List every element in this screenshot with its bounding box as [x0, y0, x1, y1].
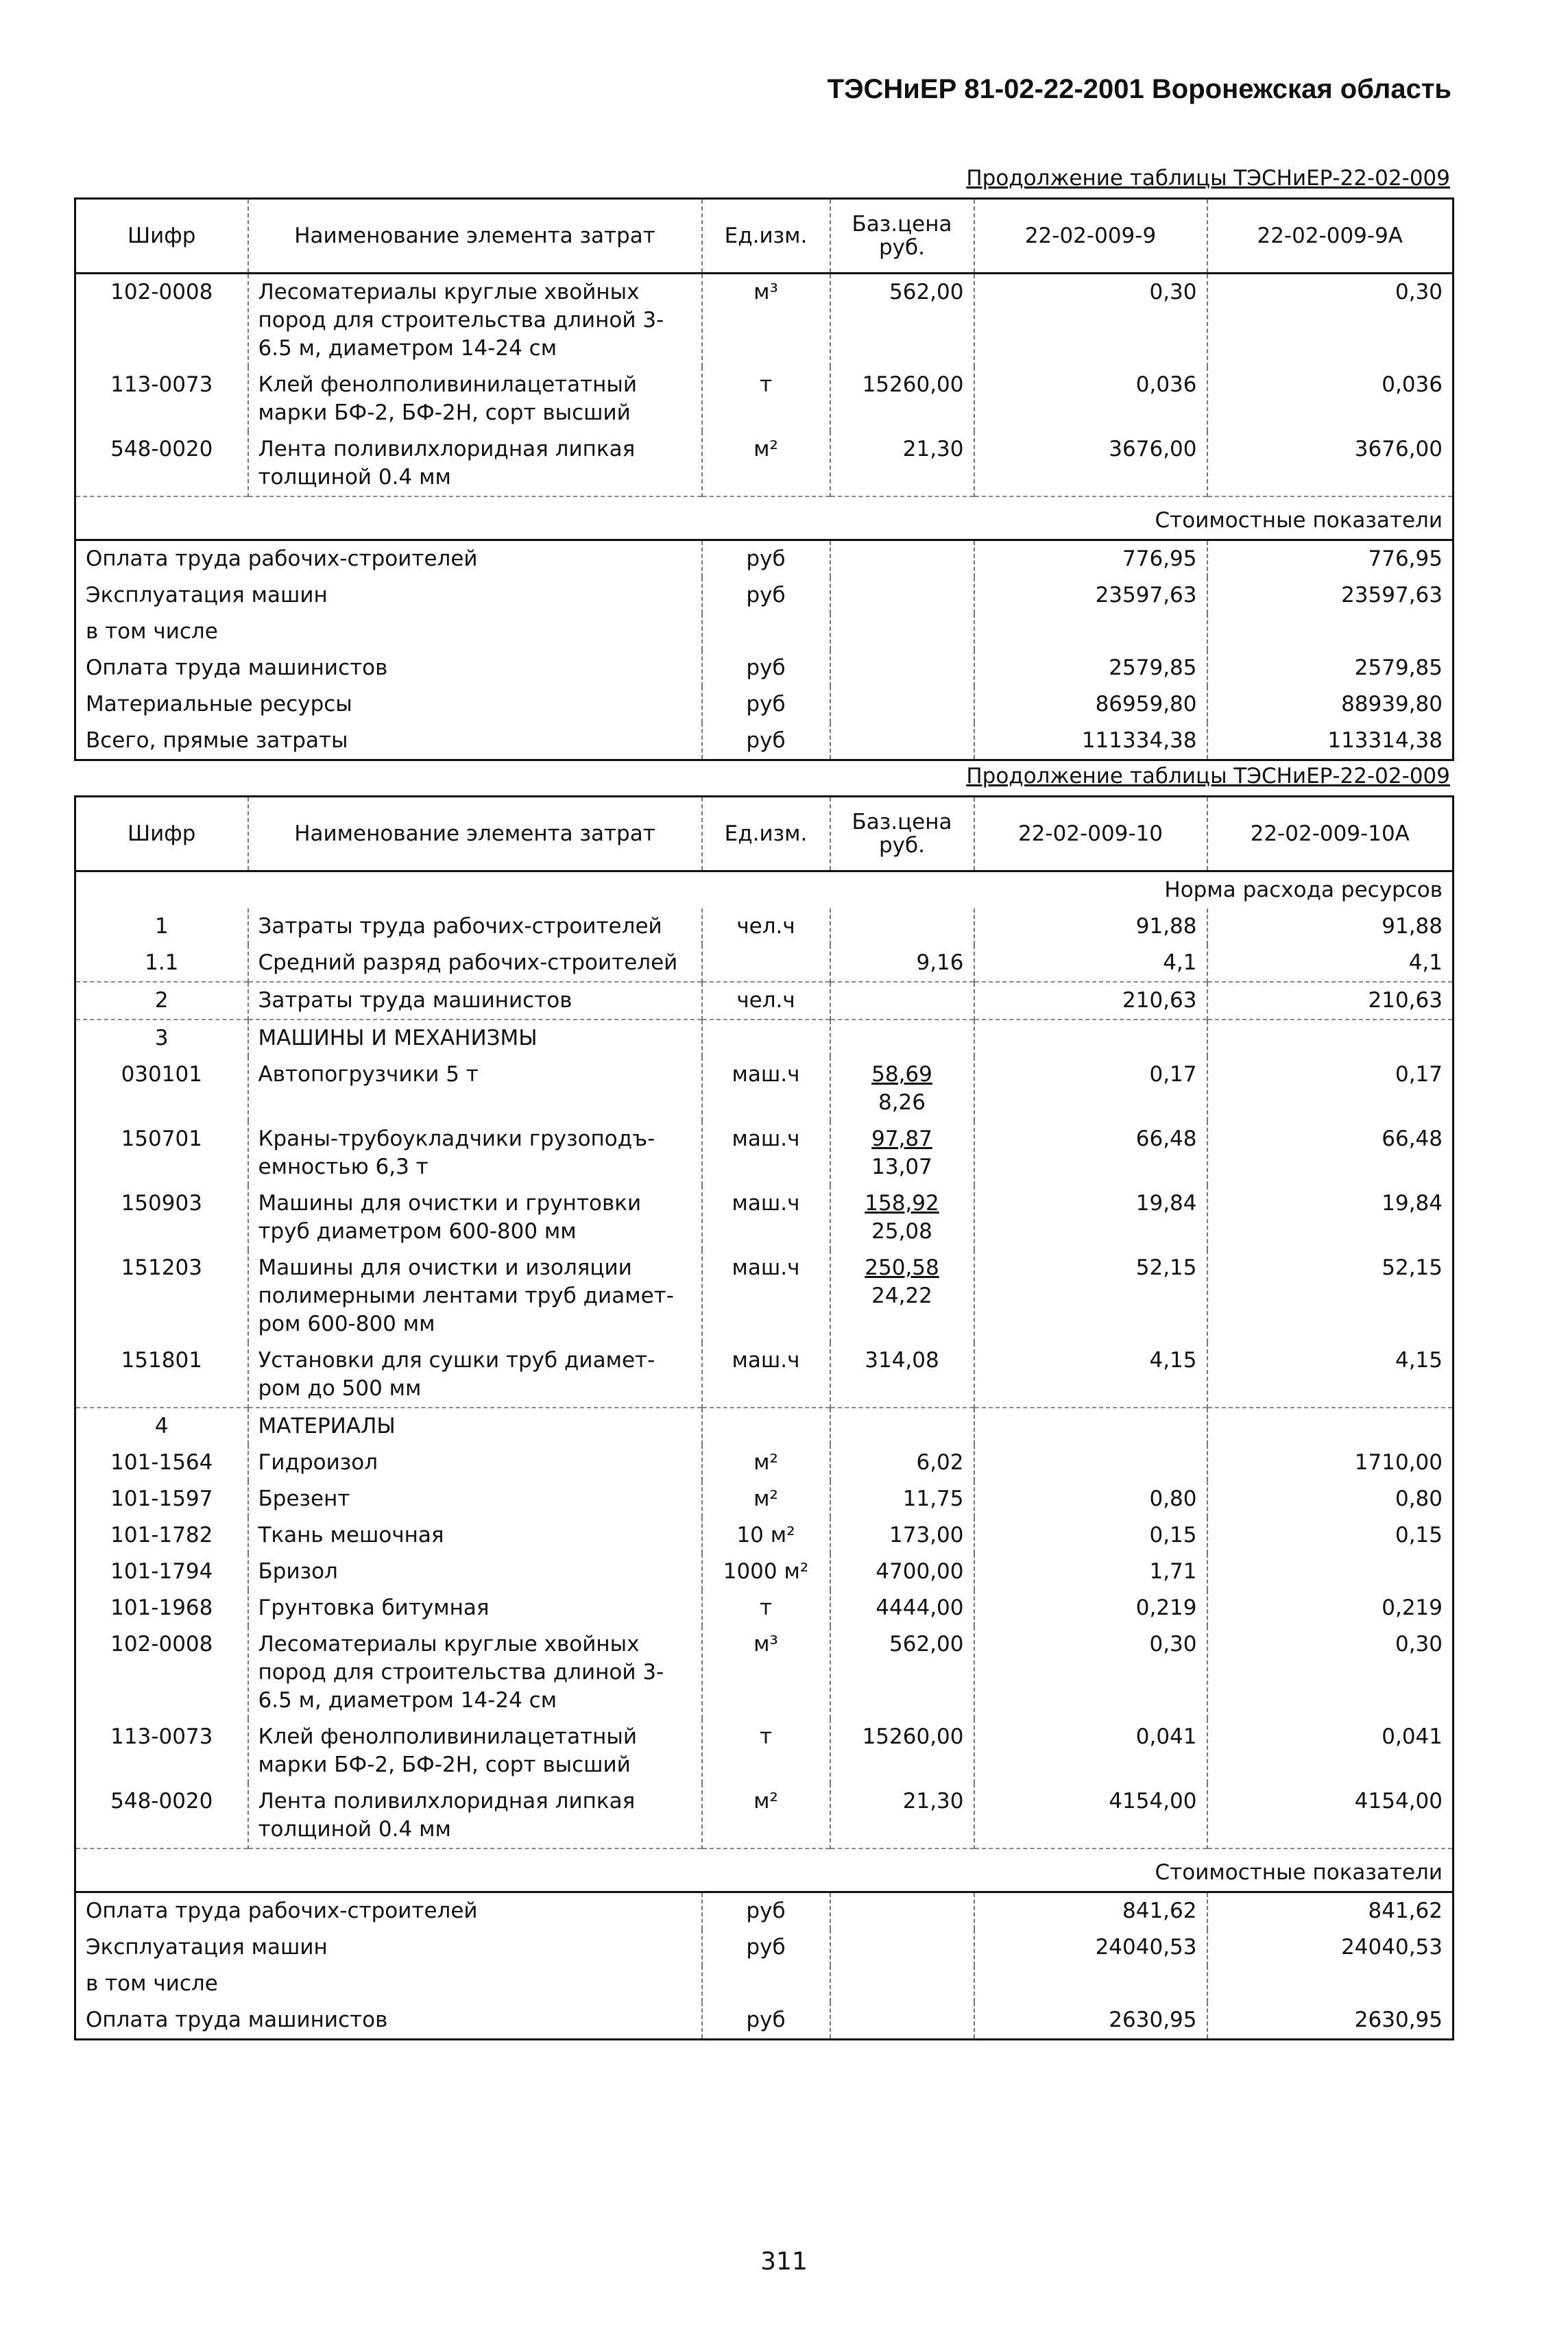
cell-norm-a: 19,84 — [974, 1185, 1207, 1250]
cell-base-price: 4444,00 — [830, 1590, 974, 1626]
resource-table-2 — [74, 795, 1454, 2040]
cost-value-a: 776,95 — [974, 540, 1207, 578]
cell-base-price — [830, 982, 974, 1020]
cell-blank — [1207, 1408, 1454, 1445]
cell-blank — [830, 540, 974, 578]
document-header-title: ТЭСНиЕР 81-02-22-2001 Воронежская область — [827, 74, 1451, 104]
cell-norm-b: 0,80 — [1207, 1481, 1454, 1517]
base-price-value: 58,69 — [871, 1062, 932, 1087]
cost-unit: руб — [702, 1892, 830, 1930]
cell-blank — [830, 1929, 974, 1966]
cell-blank — [702, 1020, 830, 1057]
cost-row — [75, 1929, 1454, 1966]
table1-continuation-caption: Продолжение таблицы ТЭСНиЕР-22-02-009 — [966, 166, 1450, 191]
cost-header-label: Стоимостные показатели — [248, 1848, 1454, 1892]
cell-norm-a: 0,15 — [974, 1517, 1207, 1554]
cell-norm-a: 0,219 — [974, 1590, 1207, 1626]
cell-name: Лента поливилхлоридная липкая толщиной 0.4 мм — [248, 431, 702, 496]
cell-base-price: 15260,00 — [830, 1719, 974, 1783]
cost-value-a: 2579,85 — [974, 650, 1207, 686]
cost-value-a: 111334,38 — [974, 723, 1207, 760]
wage-price-value: 24,22 — [871, 1284, 932, 1308]
section-code: 3 — [75, 1020, 248, 1057]
cell-name: Бризол — [248, 1554, 702, 1590]
table-row — [75, 1057, 1454, 1121]
cell-blank — [974, 1020, 1207, 1057]
cell-name: Лесоматериалы круглые хвойных пород для строительства длиной 3-6.5 м, диаметром 14-24 см — [248, 274, 702, 368]
cell-blank — [702, 1408, 830, 1445]
cell-norm-a: 66,48 — [974, 1121, 1207, 1185]
cell-norm-a — [974, 1445, 1207, 1481]
cell-base-price: 562,00 — [830, 274, 974, 368]
cost-name: Эксплуатация машин — [75, 577, 702, 614]
table-row — [75, 367, 1454, 431]
cost-value-b: 2630,95 — [1207, 2002, 1454, 2040]
cell-name: Краны-трубоукладчики грузоподъ-емностью 6,3 т — [248, 1121, 702, 1185]
cell-base-price: 173,00 — [830, 1517, 974, 1554]
cell-norm-a: 3676,00 — [974, 431, 1207, 496]
cell-norm-a: 52,15 — [974, 1250, 1207, 1342]
cost-value-a — [974, 1966, 1207, 2002]
cell-base-price: 4700,00 — [830, 1554, 974, 1590]
cell-blank — [830, 614, 974, 650]
table-row — [75, 945, 1454, 982]
col-header-code: Шифр — [75, 797, 248, 871]
table-row — [75, 908, 1454, 945]
cost-unit: руб — [702, 686, 830, 723]
cost-row — [75, 577, 1454, 614]
col-header-name: Наименование элемента затрат — [248, 797, 702, 871]
cell-base-price: 562,00 — [830, 1626, 974, 1719]
cell-norm-a: 0,80 — [974, 1481, 1207, 1517]
cell-name: Автопогрузчики 5 т — [248, 1057, 702, 1121]
cell-norm-b: 0,219 — [1207, 1590, 1454, 1626]
cell-norm-a: 0,30 — [974, 274, 1207, 368]
cell-blank — [830, 1020, 974, 1057]
cell-norm-b: 0,041 — [1207, 1719, 1454, 1783]
cell-code: 2 — [75, 982, 248, 1020]
col-header-norm-b: 22-02-009-9А — [1207, 199, 1454, 274]
col-header-code: Шифр — [75, 199, 248, 274]
cell-code: 101-1794 — [75, 1554, 248, 1590]
table-row — [75, 1719, 1454, 1783]
table-row — [75, 1121, 1454, 1185]
cost-row — [75, 540, 1454, 578]
cost-row — [75, 1892, 1454, 1930]
cost-name: Эксплуатация машин — [75, 1929, 702, 1966]
cell-name: Грунтовка битумная — [248, 1590, 702, 1626]
cell-code: 150903 — [75, 1185, 248, 1250]
cell-code: 548-0020 — [75, 431, 248, 496]
cell-unit: маш.ч — [702, 1250, 830, 1342]
norm-header — [75, 871, 1454, 909]
cost-header — [75, 1848, 1454, 1892]
cell-name: Машины для очистки и изоляции полимерными лентами труб диамет-ром 600-800 мм — [248, 1250, 702, 1342]
table-row — [75, 1342, 1454, 1408]
table-row — [75, 1250, 1454, 1342]
table2-continuation-caption: Продолжение таблицы ТЭСНиЕР-22-02-009 — [966, 764, 1450, 788]
cell-base-price: 15260,00 — [830, 367, 974, 431]
cell-norm-a: 1,71 — [974, 1554, 1207, 1590]
cost-name: Всего, прямые затраты — [75, 723, 702, 760]
cost-value-b — [1207, 1966, 1454, 2002]
cell-base-price — [830, 1185, 974, 1250]
cell-unit: т — [702, 367, 830, 431]
cell-name: Установки для сушки труб диамет-ром до 500 мм — [248, 1342, 702, 1408]
cost-unit: руб — [702, 1929, 830, 1966]
cell-name: Брезент — [248, 1481, 702, 1517]
cell-norm-a: 0,17 — [974, 1057, 1207, 1121]
section-title: МАШИНЫ И МЕХАНИЗМЫ — [248, 1020, 702, 1057]
cell-unit: маш.ч — [702, 1185, 830, 1250]
table-row — [75, 1783, 1454, 1848]
cost-header — [75, 496, 1454, 540]
cell-blank — [830, 650, 974, 686]
cell-name: Клей фенолполивинилацетатный марки БФ-2, БФ-2Н, сорт высший — [248, 1719, 702, 1783]
cell-code: 1 — [75, 908, 248, 945]
section-code: 4 — [75, 1408, 248, 1445]
cost-name: в том числе — [75, 1966, 702, 2002]
cell-norm-b: 3676,00 — [1207, 431, 1454, 496]
cell-code: 030101 — [75, 1057, 248, 1121]
col-header-norm-b: 22-02-009-10А — [1207, 797, 1454, 871]
cell-base-price: 6,02 — [830, 1445, 974, 1481]
cell-norm-a: 4,15 — [974, 1342, 1207, 1408]
table-row — [75, 1626, 1454, 1719]
table-row — [75, 1517, 1454, 1554]
cell-unit: м² — [702, 1445, 830, 1481]
cell-norm-b: 1710,00 — [1207, 1445, 1454, 1481]
cell-norm-a: 91,88 — [974, 908, 1207, 945]
cell-blank — [830, 1892, 974, 1930]
cell-blank — [830, 686, 974, 723]
cell-unit: маш.ч — [702, 1057, 830, 1121]
cell-unit: 1000 м² — [702, 1554, 830, 1590]
cell-unit: маш.ч — [702, 1342, 830, 1408]
resource-table-1 — [74, 197, 1454, 761]
cost-value-b: 113314,38 — [1207, 723, 1454, 760]
cell-norm-b — [1207, 1554, 1454, 1590]
cell-unit: чел.ч — [702, 908, 830, 945]
cost-value-a — [974, 614, 1207, 650]
cell-name: Затраты труда машинистов — [248, 982, 702, 1020]
cell-code: 113-0073 — [75, 367, 248, 431]
cell-norm-a: 4154,00 — [974, 1783, 1207, 1848]
cell-base-price: 9,16 — [830, 945, 974, 982]
cell-code: 101-1968 — [75, 1590, 248, 1626]
wage-price-value: 8,26 — [878, 1090, 926, 1115]
cell-code: 151801 — [75, 1342, 248, 1408]
table-row — [75, 1445, 1454, 1481]
cell-unit: м³ — [702, 1626, 830, 1719]
cost-value-b: 24040,53 — [1207, 1929, 1454, 1966]
cell-unit: чел.ч — [702, 982, 830, 1020]
machines-section-row — [75, 1020, 1454, 1057]
cell-norm-b: 4154,00 — [1207, 1783, 1454, 1848]
cell-base-price: 21,30 — [830, 1783, 974, 1848]
cell-norm-b: 91,88 — [1207, 908, 1454, 945]
cost-value-b: 776,95 — [1207, 540, 1454, 578]
cost-value-a: 841,62 — [974, 1892, 1207, 1930]
cell-unit: маш.ч — [702, 1121, 830, 1185]
table-row — [75, 274, 1454, 368]
cost-name: Оплата труда машинистов — [75, 650, 702, 686]
cost-unit: руб — [702, 2002, 830, 2040]
cost-unit: руб — [702, 577, 830, 614]
cost-unit: руб — [702, 723, 830, 760]
cost-header-label: Стоимостные показатели — [248, 496, 1454, 540]
cell-blank — [830, 2002, 974, 2040]
cell-norm-b: 0,30 — [1207, 274, 1454, 368]
cell-name: Лесоматериалы круглые хвойных пород для строительства длиной 3-6.5 м, диаметром 14-24 см — [248, 1626, 702, 1719]
cell-name: Ткань мешочная — [248, 1517, 702, 1554]
cost-row — [75, 686, 1454, 723]
norm-header-label: Норма расхода ресурсов — [248, 871, 1454, 909]
cost-value-a: 2630,95 — [974, 2002, 1207, 2040]
table-row — [75, 1590, 1454, 1626]
cell-code: 101-1564 — [75, 1445, 248, 1481]
cell-norm-b: 52,15 — [1207, 1250, 1454, 1342]
cell-code: 101-1597 — [75, 1481, 248, 1517]
table-row — [75, 1554, 1454, 1590]
cost-name: Оплата труда рабочих-строителей — [75, 540, 702, 578]
cost-unit — [702, 614, 830, 650]
cell-code: 113-0073 — [75, 1719, 248, 1783]
cell-norm-b: 4,15 — [1207, 1342, 1454, 1408]
cell-unit: т — [702, 1719, 830, 1783]
table-row — [75, 431, 1454, 496]
cell-code: 101-1782 — [75, 1517, 248, 1554]
cost-value-a: 86959,80 — [974, 686, 1207, 723]
cell-code: 150701 — [75, 1121, 248, 1185]
cell-norm-b: 19,84 — [1207, 1185, 1454, 1250]
cost-unit: руб — [702, 650, 830, 686]
table-row — [75, 982, 1454, 1020]
cost-name: Оплата труда машинистов — [75, 2002, 702, 2040]
col-header-norm-a: 22-02-009-9 — [974, 199, 1207, 274]
cell-norm-b: 0,15 — [1207, 1517, 1454, 1554]
cell-code: 1.1 — [75, 945, 248, 982]
cell-base-price: 11,75 — [830, 1481, 974, 1517]
cell-code: 102-0008 — [75, 274, 248, 368]
cost-unit — [702, 1966, 830, 2002]
cell-blank — [830, 723, 974, 760]
cell-code: 102-0008 — [75, 1626, 248, 1719]
cell-name: Лента поливилхлоридная липкая толщиной 0.4 мм — [248, 1783, 702, 1848]
cell-name: Средний разряд рабочих-строителей — [248, 945, 702, 982]
col-header-base-price: Баз.цена руб. — [830, 199, 974, 274]
cell-norm-a: 0,036 — [974, 367, 1207, 431]
cell-base-price — [830, 1121, 974, 1185]
cost-value-b: 88939,80 — [1207, 686, 1454, 723]
base-price-value: 250,58 — [865, 1255, 939, 1280]
section-title: МАТЕРИАЛЫ — [248, 1408, 702, 1445]
col-header-unit: Ед.изм. — [702, 797, 830, 871]
cell-norm-a: 4,1 — [974, 945, 1207, 982]
wage-price-value: 13,07 — [871, 1155, 932, 1179]
cell-norm-b: 0,036 — [1207, 367, 1454, 431]
cell-blank — [75, 871, 248, 909]
cost-name: в том числе — [75, 614, 702, 650]
cell-blank — [830, 577, 974, 614]
col-header-norm-a: 22-02-009-10 — [974, 797, 1207, 871]
cell-blank — [830, 1966, 974, 2002]
cell-norm-a: 210,63 — [974, 982, 1207, 1020]
base-price-value: 314,08 — [865, 1348, 939, 1373]
cell-base-price — [830, 908, 974, 945]
col-header-unit: Ед.изм. — [702, 199, 830, 274]
table-row — [75, 1185, 1454, 1250]
cell-norm-b: 4,1 — [1207, 945, 1454, 982]
table-row — [75, 1481, 1454, 1517]
cell-unit: м³ — [702, 274, 830, 368]
cost-row — [75, 614, 1454, 650]
cell-base-price: 21,30 — [830, 431, 974, 496]
cost-row — [75, 723, 1454, 760]
cell-blank — [830, 1408, 974, 1445]
cell-name: Машины для очистки и грунтовки труб диаметром 600-800 мм — [248, 1185, 702, 1250]
cost-unit: руб — [702, 540, 830, 578]
cost-value-a: 24040,53 — [974, 1929, 1207, 1966]
cell-code: 151203 — [75, 1250, 248, 1342]
col-header-name: Наименование элемента затрат — [248, 199, 702, 274]
cell-unit — [702, 945, 830, 982]
cell-norm-b: 210,63 — [1207, 982, 1454, 1020]
cell-norm-a: 0,041 — [974, 1719, 1207, 1783]
cost-value-b: 841,62 — [1207, 1892, 1454, 1930]
cost-value-b: 2579,85 — [1207, 650, 1454, 686]
cell-blank — [1207, 1020, 1454, 1057]
cost-value-a: 23597,63 — [974, 577, 1207, 614]
cell-norm-a: 0,30 — [974, 1626, 1207, 1719]
cost-value-b — [1207, 614, 1454, 650]
cell-code: 548-0020 — [75, 1783, 248, 1848]
page-number: 311 — [760, 2248, 808, 2276]
cost-value-b: 23597,63 — [1207, 577, 1454, 614]
cell-blank — [974, 1408, 1207, 1445]
cell-base-price — [830, 1250, 974, 1342]
col-header-base-price: Баз.цена руб. — [830, 797, 974, 871]
cell-base-price — [830, 1342, 974, 1408]
cost-row — [75, 650, 1454, 686]
cell-blank — [75, 1848, 248, 1892]
cell-norm-b: 0,30 — [1207, 1626, 1454, 1719]
cell-norm-b: 0,17 — [1207, 1057, 1454, 1121]
cell-name: Клей фенолполивинилацетатный марки БФ-2, БФ-2Н, сорт высший — [248, 367, 702, 431]
cell-name: Затраты труда рабочих-строителей — [248, 908, 702, 945]
base-price-value: 158,92 — [865, 1191, 939, 1216]
cell-base-price — [830, 1057, 974, 1121]
cell-unit: м² — [702, 431, 830, 496]
cell-blank — [75, 496, 248, 540]
cost-row — [75, 1966, 1454, 2002]
materials-section-row — [75, 1408, 1454, 1445]
cost-name: Оплата труда рабочих-строителей — [75, 1892, 702, 1930]
wage-price-value: 25,08 — [871, 1219, 932, 1244]
cell-name: Гидроизол — [248, 1445, 702, 1481]
base-price-value: 97,87 — [871, 1127, 932, 1151]
cell-unit: м² — [702, 1481, 830, 1517]
cost-name: Материальные ресурсы — [75, 686, 702, 723]
cell-unit: м² — [702, 1783, 830, 1848]
cell-unit: 10 м² — [702, 1517, 830, 1554]
cost-row — [75, 2002, 1454, 2040]
cell-unit: т — [702, 1590, 830, 1626]
cell-norm-b: 66,48 — [1207, 1121, 1454, 1185]
